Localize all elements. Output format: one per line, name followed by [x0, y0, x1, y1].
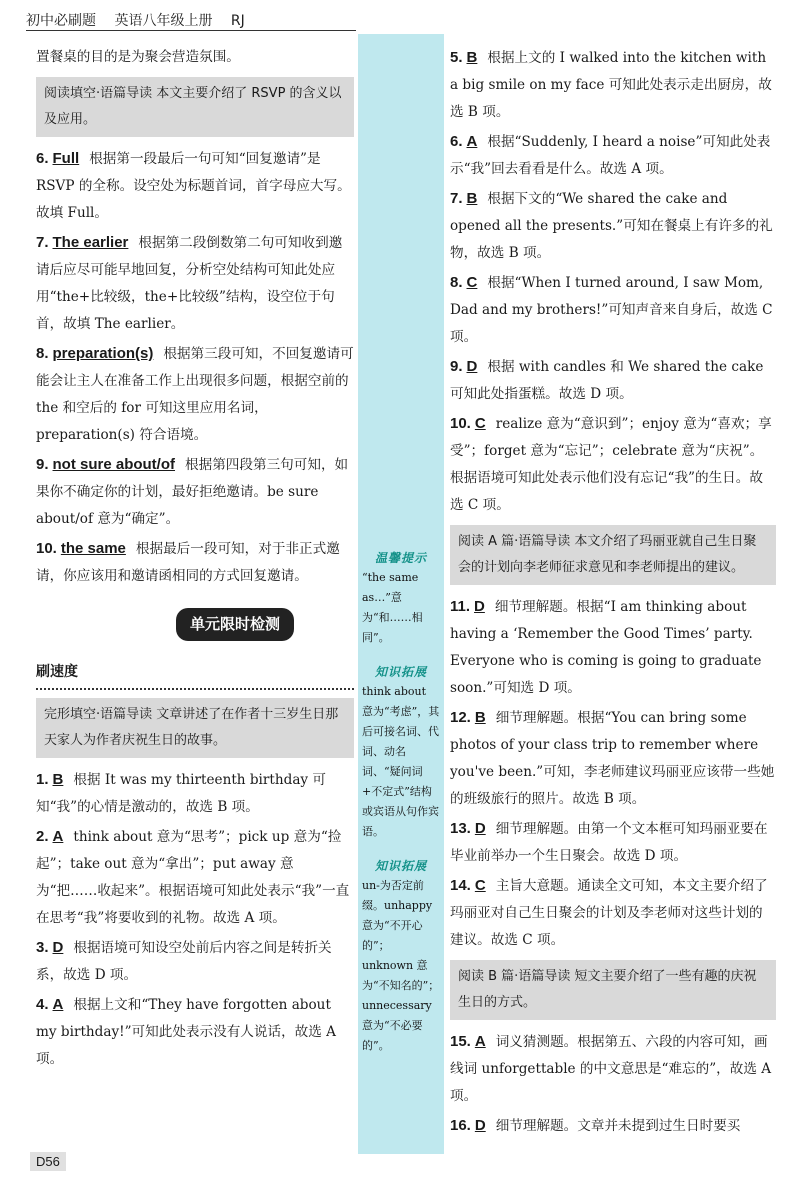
item-number: 10.	[36, 540, 57, 557]
answer-item	[450, 128, 776, 183]
item-number: 7.	[36, 234, 49, 251]
note-body: “the same as…”意为“和……相同”。	[362, 571, 423, 644]
edition: RJ	[230, 13, 245, 29]
item-explanation: 细节理解题。根据“You can bring some photos of your class trip to remember where you've been.”可知，李老师建议玛丽亚应该带一些她的班级旅行的照片。故选 B 项。	[450, 710, 775, 807]
answer-item	[450, 269, 776, 351]
item-explanation: 细节理解题。文章并未提到过生日时要买	[495, 1118, 741, 1134]
answer-item	[450, 815, 776, 870]
answer-item	[36, 991, 354, 1073]
item-explanation: 词义猜测题。根据第五、六段的内容可知，画线词 unforgettable 的中文意思是“难忘的”，故选 A 项。	[450, 1034, 772, 1104]
item-answer: D	[474, 598, 485, 615]
answer-item	[450, 1112, 776, 1140]
answer-list-left	[36, 145, 354, 590]
answer-item	[36, 145, 354, 227]
item-number: 2.	[36, 828, 49, 845]
item-answer: D	[466, 358, 478, 375]
item-explanation: 根据第二段倒数第二句可知收到邀请后应尽可能早地回复，分析空处结构可知此处应用“the+比较级，the+比较级”结构，设空位于句首，故填 The earlier。	[36, 235, 343, 332]
answer-list-right-2	[450, 593, 776, 954]
item-answer: B	[474, 709, 486, 726]
left-column	[36, 44, 354, 1075]
item-explanation: 根据上文和“They have forgotten about my birthday!”可知此处表示没有人说话，故选 A 项。	[36, 997, 337, 1067]
page-header	[26, 10, 259, 30]
answer-item	[450, 593, 776, 702]
item-answer: A	[474, 1033, 486, 1050]
item-answer: B	[466, 49, 478, 66]
item-answer: C	[474, 415, 486, 432]
item-explanation: 主旨大意题。通读全文可知，本文主要介绍了玛丽亚对自己生日聚会的计划及李老师对这些计划的建议。故选 C 项。	[450, 878, 768, 948]
item-explanation: 根据第四段第三句可知，如果你不确定你的计划，最好拒绝邀请。be sure about/of 意为“确定”。	[36, 457, 349, 527]
item-answer: Full	[52, 150, 80, 167]
item-number: 13.	[450, 820, 471, 837]
answer-item	[450, 872, 776, 954]
item-explanation: 根据语境可知设空处前后内容之间是转折关系，故选 D 项。	[36, 940, 332, 983]
item-answer: C	[466, 274, 478, 291]
item-number: 10.	[450, 415, 471, 432]
sub-title: 刷速度	[36, 659, 354, 690]
item-number: 9.	[450, 358, 463, 375]
book-title: 初中必刷题	[26, 13, 96, 29]
answer-item	[36, 451, 354, 533]
note-title: 知识拓展	[374, 859, 427, 873]
item-number: 11.	[450, 598, 471, 615]
item-answer: D	[474, 1117, 486, 1134]
answer-item	[450, 704, 776, 813]
answer-item	[36, 535, 354, 590]
answer-item	[450, 353, 776, 408]
answer-item	[36, 934, 354, 989]
item-answer: B	[466, 190, 478, 207]
item-answer: B	[52, 771, 64, 788]
item-explanation: 根据“Suddenly, I heard a noise”可知此处表示“我”回去看看是什么。故选 A 项。	[450, 134, 771, 177]
guide-box-4: 阅读 B 篇·语篇导读 短文主要介绍了一些有趣的庆祝生日的方式。	[450, 960, 776, 1020]
item-answer: C	[474, 877, 486, 894]
item-explanation: 根据“When I turned around, I saw Mom, Dad and my brothers!”可知声音来自身后，故选 C 项。	[450, 275, 773, 345]
item-number: 5.	[450, 49, 463, 66]
page-number: D56	[30, 1152, 66, 1171]
guide-box-1: 阅读填空·语篇导读 本文主要介绍了 RSVP 的含义以及应用。	[36, 77, 354, 137]
intro-text: 置餐桌的目的是为聚会营造氛围。	[36, 49, 240, 65]
item-answer: D	[52, 939, 64, 956]
item-explanation: 根据 with candles 和 We shared the cake 可知此处指蛋糕。故选 D 项。	[450, 359, 764, 402]
answer-item	[36, 766, 354, 821]
item-number: 6.	[36, 150, 49, 167]
item-number: 15.	[450, 1033, 471, 1050]
item-explanation: 细节理解题。根据“I am thinking about having a ‘Remember the Good Times’ party. Everyone who is coming is going to graduate soon.”可知选 D 项。	[450, 599, 762, 696]
item-explanation: realize 意为“意识到”；enjoy 意为“喜欢；享受”；forget 意为“忘记”；celebrate 意为“庆祝”。根据语境可知此处表示他们没有忘记“我”的生日。故选 C 项。	[450, 416, 772, 513]
note-body: un-为否定前缀。unhappy 意为“不开心的”；unknown 意为“不知名的”；unnecessary 意为“不必要的”。	[362, 879, 440, 1052]
answer-item	[450, 44, 776, 126]
item-explanation: 根据最后一段可知，对于非正式邀请，你应该用和邀请函相同的方式回复邀请。	[36, 541, 340, 584]
item-answer: the same	[60, 540, 126, 557]
answer-list-right-3	[450, 1028, 776, 1140]
item-number: 9.	[36, 456, 49, 473]
item-explanation: 根据下文的“We shared the cake and opened all the presents.”可知在餐桌上有许多的礼物，故选 B 项。	[450, 191, 773, 261]
item-number: 12.	[450, 709, 471, 726]
note-body: think about 意为“考虑”，其后可接名词、代词、动名词、“疑问词+不定式”结构或宾语从句作宾语。	[362, 685, 440, 838]
item-number: 8.	[36, 345, 49, 362]
header-rule	[26, 30, 356, 31]
item-answer: preparation(s)	[52, 345, 154, 362]
answer-item	[36, 823, 354, 932]
note-title: 温馨提示	[374, 551, 427, 565]
item-explanation: 根据第一段最后一句可知“回复邀请”是 RSVP 的全称。设空处为标题首词，首字母应大写。故填 Full。	[36, 151, 351, 221]
note-title: 知识拓展	[374, 665, 427, 679]
item-answer: The earlier	[52, 234, 129, 251]
item-number: 14.	[450, 877, 471, 894]
item-explanation: 根据 It was my thirteenth birthday 可知“我”的心情是激动的，故选 B 项。	[36, 772, 327, 815]
right-column	[450, 44, 776, 1142]
item-number: 7.	[450, 190, 463, 207]
answer-list-right	[450, 44, 776, 519]
answer-item	[36, 340, 354, 449]
subject-title: 英语八年级上册	[114, 13, 213, 29]
item-explanation: think about 意为“思考”；pick up 意为“捡起”；take out 意为“拿出”；put away 意为“把……收起来”。根据语境可知此处表示“我”一直在思考“我”将要收到的礼物。故选 A 项。	[36, 829, 350, 926]
item-number: 4.	[36, 996, 49, 1013]
answer-list-left-2	[36, 766, 354, 1073]
item-number: 8.	[450, 274, 463, 291]
sidebar-notes	[358, 34, 444, 1154]
item-number: 16.	[450, 1117, 471, 1134]
item-answer: not sure about/of	[52, 456, 176, 473]
section-title: 单元限时检测	[176, 608, 294, 641]
item-number: 1.	[36, 771, 49, 788]
item-number: 3.	[36, 939, 49, 956]
guide-box-3: 阅读 A 篇·语篇导读 本文介绍了玛丽亚就自己生日聚会的计划向李老师征求意见和李老师提出的建议。	[450, 525, 776, 585]
item-answer: A	[52, 996, 64, 1013]
item-answer: A	[466, 133, 478, 150]
answer-item	[450, 410, 776, 519]
item-answer: A	[52, 828, 64, 845]
item-answer: D	[474, 820, 486, 837]
item-number: 6.	[450, 133, 463, 150]
item-explanation: 细节理解题。由第一个文本框可知玛丽亚要在毕业前举办一个生日聚会。故选 D 项。	[450, 821, 768, 864]
answer-item	[450, 185, 776, 267]
answer-item	[36, 229, 354, 338]
answer-item	[450, 1028, 776, 1110]
item-explanation: 根据上文的 I walked into the kitchen with a big smile on my face 可知此处表示走出厨房，故选 B 项。	[450, 50, 772, 120]
item-explanation: 根据第三段可知，不回复邀请可能会让主人在准备工作上出现很多问题，根据空前的 the 和空后的 for 可知这里应用名词，preparation(s) 符合语境。	[36, 346, 354, 443]
guide-box-2: 完形填空·语篇导读 文章讲述了在作者十三岁生日那天家人为作者庆祝生日的故事。	[36, 698, 354, 758]
